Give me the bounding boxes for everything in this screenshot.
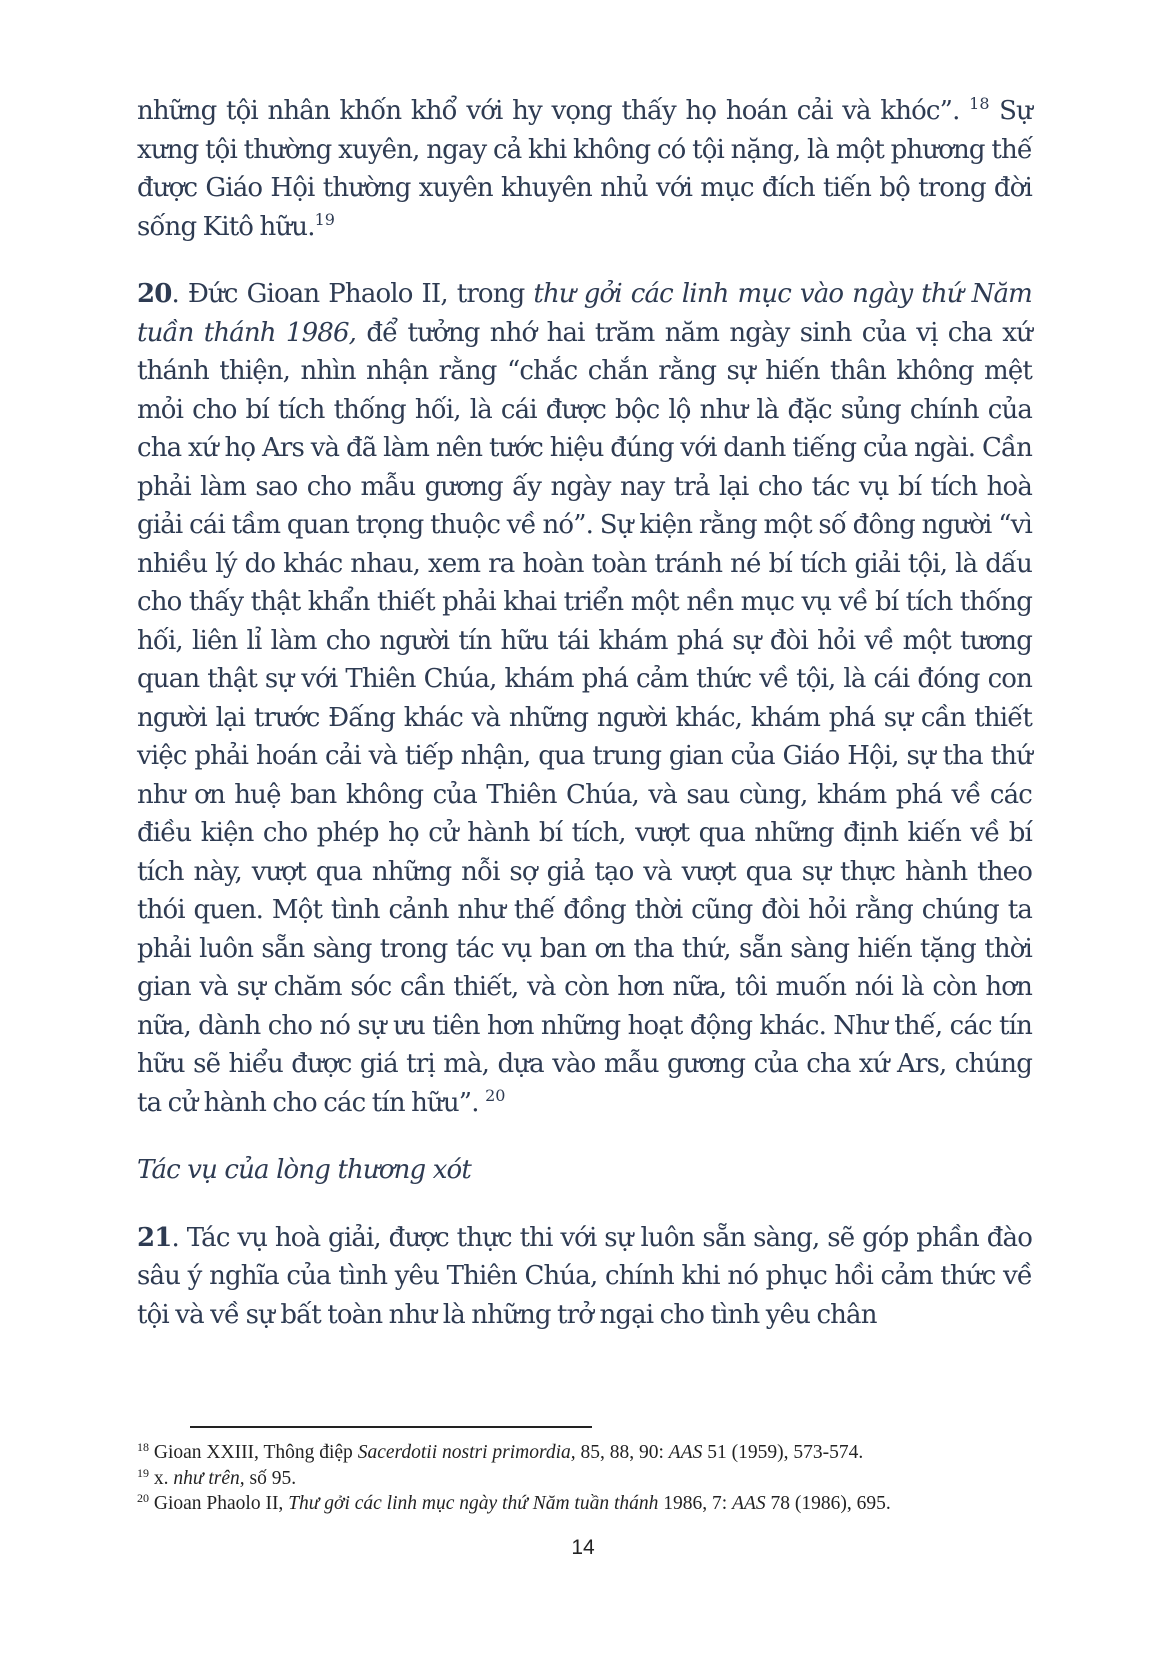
paragraph-number: 20: [137, 279, 172, 309]
page-number: 14: [571, 1536, 595, 1559]
footnote-separator: [190, 1426, 592, 1428]
footnotes: [137, 1440, 1037, 1517]
paragraph-20: 20. Đức Gioan Phaolo II, trong thư gởi các linh mục vào ngày thứ Năm tuần thánh 1986, để tưởng nhớ hai trăm năm ngày sinh của vị cha xứ thánh thiện, nhìn nhận rằng “chắc chắn rằng sự hiến thân không mệt mỏi cho bí tích thống hối, là cái được bộc lộ như là đặc sủng chính của cha xứ họ Ars và đã làm nên tước hiệu đúng với danh tiếng của ngài. Cần phải làm sao cho mẫu gương ấy ngày nay trả lại cho tác vụ bí tích hoà giải cái tầm quan trọng thuộc về nó”. Sự kiện rằng một số đông người “vì nhiều lý do khác nhau, xem ra hoàn toàn tránh né bí tích giải tội, là dấu cho thấy thật khẩn thiết phải khai triển một nền mục vụ về bí tích thống hối, liên lỉ làm cho người tín hữu tái khám phá sự đòi hỏi về một tương quan thật sự với Thiên Chúa, khám phá cảm thức về tội, là cái đóng con người lại trước Đấng khác và những người khác, khám phá sự cần thiết việc phải hoán cải và tiếp nhận, qua trung gian của Giáo Hội, sự tha thứ như ơn huệ ban không của Thiên Chúa, và sau cùng, khám phá về các điều kiện cho phép họ cử hành bí tích, vượt qua những định kiến về bí tích này, vượt qua những nỗi sợ giả tạo và vượt qua sự thực hành theo thói quen. Một tình cảnh như thế đồng thời cũng đòi hỏi rằng chúng ta phải luôn sẵn sàng trong tác vụ ban ơn tha thứ, sẵn sàng hiến tặng thời gian và sự chăm sóc cần thiết, và còn hơn nữa, tôi muốn nói là còn hơn nữa, dành cho nó sự ưu tiên hơn những hoạt động khác. Như thế, các tín hữu sẽ hiểu được giá trị mà, dựa vào mẫu gương của cha xứ Ars, chúng ta cử hành cho các tín hữu”. $^{20}$: [137, 279, 1033, 1118]
footnote-ref-20[interactable]: 20: [485, 1085, 506, 1105]
footnote-19: $^{19}$ x. như trên, số 95.: [137, 1465, 297, 1489]
footnote-ref-19[interactable]: 19: [314, 209, 335, 229]
footnote-ref-18[interactable]: 18: [969, 94, 990, 113]
footnote-20: $^{20}$ Gioan Phaolo II, Thư gởi các linh mục ngày thứ Năm tuần thánh 1986, 7: AAS 78 (1986), 695.: [137, 1491, 891, 1514]
paragraph-number: 21: [137, 1222, 172, 1253]
section-heading: Tác vụ của lòng thương xót: [137, 1155, 471, 1185]
paragraph-21: 21. Tác vụ hoà giải, được thực thi với sự luôn sẵn sàng, sẽ góp phần đào sâu ý nghĩa của tình yêu Thiên Chúa, chính khi nó phục hồi cảm thức về tội và về sự bất toàn như là những trở ngại cho tình yêu chân: [137, 1222, 1032, 1330]
page-body: [137, 92, 1032, 1334]
letter-title: thư gởi các linh mục vào ngày thứ Năm tuần thánh 1986,: [137, 279, 1032, 348]
footnote-18: $^{18}$ Gioan XXIII, Thông điệp Sacerdotii nostri primordia, 85, 88, 90: AAS 51 (1959), 573-574.: [137, 1440, 864, 1463]
paragraph-continuation: những tội nhân khốn khổ với hy vọng thấy họ hoán cải và khóc”. $^{18}$ Sự xưng tội thường xuyên, ngay cả khi không có tội nặng, là một phương thế được Giáo Hội thường xuyên khuyên nhủ với mục đích tiến bộ trong đời sống Kitô hữu.$^{19}$: [137, 94, 1032, 242]
